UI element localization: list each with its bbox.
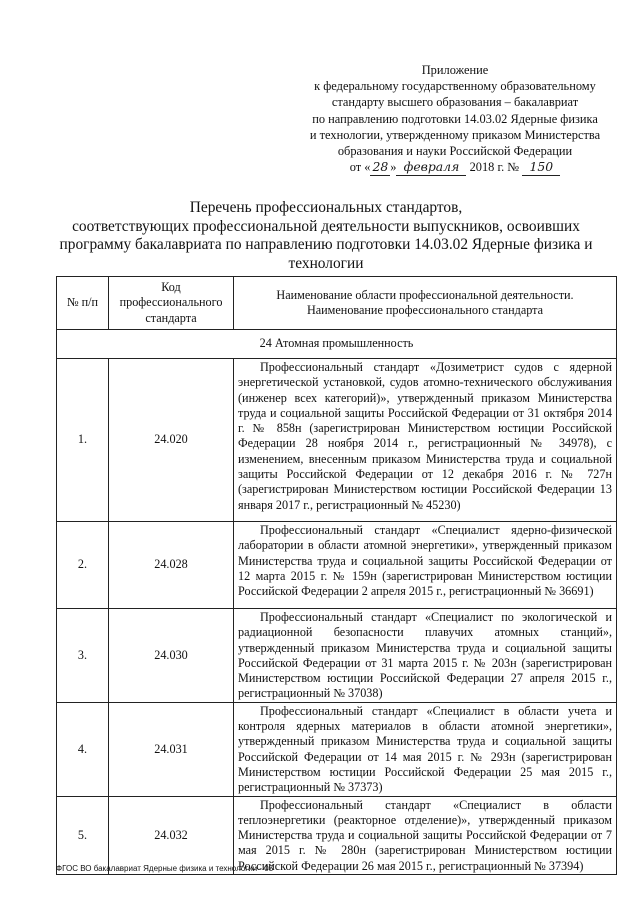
handwritten-month: февраля: [396, 159, 466, 176]
row-num: 3.: [57, 609, 109, 703]
annex-line: Приложение: [421, 63, 489, 77]
standards-table: [56, 276, 617, 875]
section-title: 24 Атомная промышленность: [57, 330, 617, 359]
annex-line: образования и науки Российской Федерации: [337, 144, 573, 159]
row-code: 24.031: [109, 702, 234, 796]
header-name: Наименование области профессиональной деятельности. Наименование профессионального стандарта: [234, 277, 617, 330]
table-row: [57, 796, 617, 874]
date-mid: »: [390, 160, 397, 175]
row-text: Профессиональный стандарт «Специалист по экологической и радиационной безопасности плавучих атомных станций», утвержденный приказом Министерства труда и социальной защиты Российской Федерации от 31 марта 2015 г. № 203н (зарегистрирован Министерством юстиции Российской Федерации 27 апреля 2015 г., регистрационный № 37038): [234, 609, 617, 703]
annex-line: и технологии, утвержденному приказом Министерства: [309, 127, 601, 142]
page-footer: ФГОС ВО бакалавриат Ядерные физика и технологии - 05: [56, 864, 274, 873]
table-row: [57, 702, 617, 796]
row-code: 24.032: [109, 796, 234, 874]
row-text: Профессиональный стандарт «Специалист ядерно-физической лаборатории в области атомной энергетики», утвержденный приказом Министерства труда и социальной защиты Российской Федерации от 12 марта 2015 г. № 159н (зарегистрирован Министерством юстиции Российской Федерации 2 апреля 2015 г., регистрационный № 36691): [234, 522, 617, 609]
table-row: [57, 522, 617, 609]
row-num: 2.: [57, 522, 109, 609]
annex-line: к федеральному государственному образовательному: [314, 79, 596, 94]
row-text: Профессиональный стандарт «Специалист в области учета и контроля ядерных материалов в области атомной энергетики», утвержденный приказом Министерства труда и социальной защиты Российской Федерации от 14 мая 2015 г. № 293н (зарегистрирован Министерством юстиции Российской Федерации 25 мая 2015 г., регистрационный № 37373): [234, 702, 617, 796]
annex-date-line: [300, 159, 610, 176]
header-code: Код профессионального стандарта: [109, 277, 234, 330]
table-row: [57, 359, 617, 522]
row-code: 24.028: [109, 522, 234, 609]
title-line: технологии: [288, 254, 364, 272]
title-line: Перечень профессиональных стандартов,: [189, 199, 463, 216]
section-row: [57, 330, 617, 359]
document-title: [56, 199, 596, 273]
annex-line: по направлению подготовки 14.03.02 Ядерные физика: [312, 111, 598, 126]
row-num: 4.: [57, 702, 109, 796]
row-code: 24.020: [109, 359, 234, 522]
row-code: 24.030: [109, 609, 234, 703]
annex-block: [300, 62, 610, 176]
handwritten-day: 28: [370, 159, 390, 176]
date-prefix: от «: [349, 160, 371, 175]
title-line: соответствующих профессиональной деятельности выпускников, освоивших: [72, 217, 580, 235]
table-header-row: [57, 277, 617, 330]
row-num: 5.: [57, 796, 109, 874]
table-row: [57, 609, 617, 703]
date-year: 2018 г. №: [469, 160, 520, 175]
header-num: № п/п: [57, 277, 109, 330]
row-num: 1.: [57, 359, 109, 522]
row-text: Профессиональный стандарт «Специалист в области теплоэнергетики (реакторное отделение)», утвержденный приказом Министерства труда и социальной защиты Российской Федерации от 7 мая 2015 г. № 280н (зарегистрирован Министерством юстиции Российской Федерации 26 мая 2015 г., регистрационный № 37394): [234, 796, 617, 874]
row-text: Профессиональный стандарт «Дозиметрист судов с ядерной энергетической установкой, судов атомно-технического обслуживания (инженер всех категорий)», утвержденный приказом Министерства труда и социальной защиты Российской Федерации от 31 октября 2014 г. № 858н (зарегистрирован Министерством юстиции Российской Федерации 28 ноября 2014 г., регистрационный № 34978), с изменением, внесенным приказом Министерства труда и социальной защиты Российской Федерации от 12 декабря 2016 г. № 727н (зарегистрирован Министерством юстиции Российской Федерации 13 января 2017 г., регистрационный № 45230): [234, 359, 617, 522]
title-line: программу бакалавриата по направлению подготовки 14.03.02 Ядерные физика и: [59, 236, 593, 254]
annex-line: стандарту высшего образования – бакалавриат: [331, 95, 579, 110]
handwritten-order-number: 150: [522, 159, 560, 176]
